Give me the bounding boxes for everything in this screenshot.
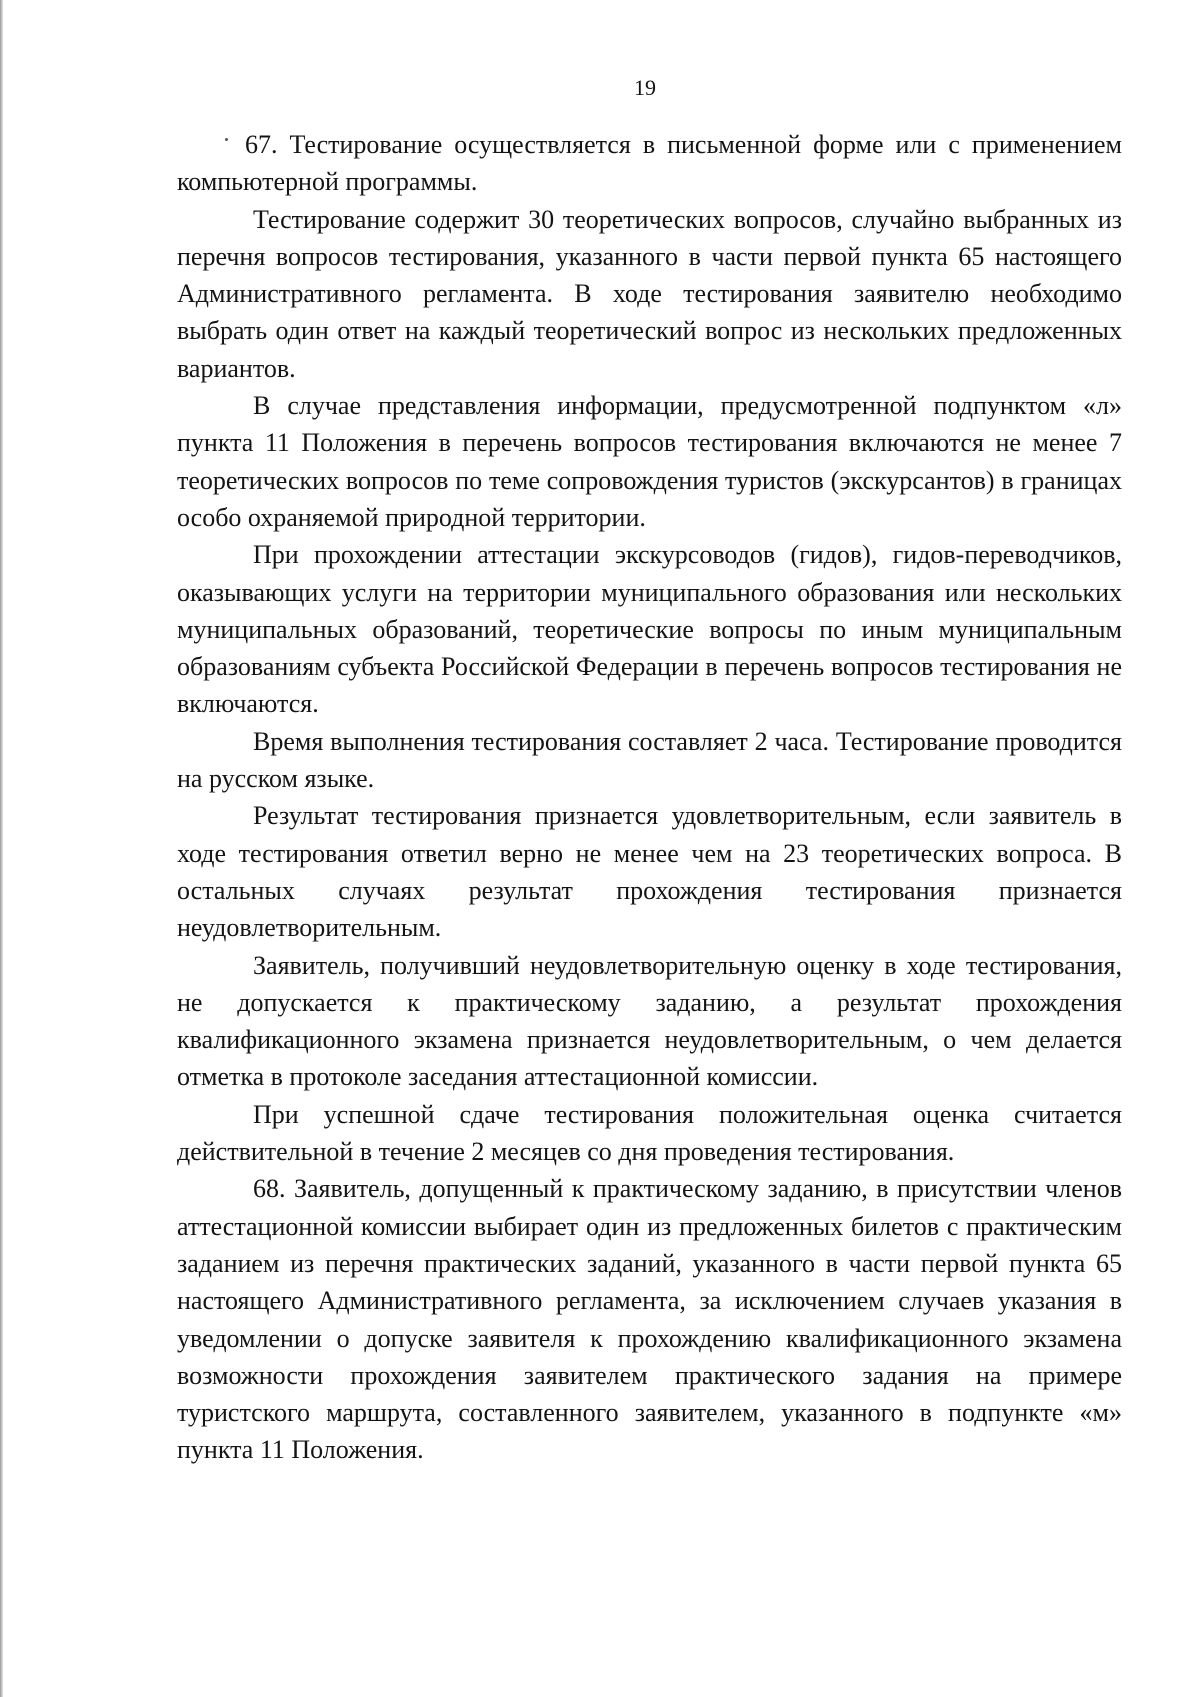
paragraph-protected-territory: В случае представления информации, предусмотренной подпунктом «л» пункта 11 Положения в перечень вопросов тестирования включаются не менее 7 теоретических вопросов по теме сопровождения туристов (экскурсантов) в границах особо охраняемой природной территории.	[177, 391, 1122, 532]
paragraph-test-content: Тестирование содержит 30 теоретических вопросов, случайно выбранных из перечня вопросов тестирования, указанного в части первой пункта 65 настоящего Административного регламента. В ходе тестирования заявителю необходимо выбрать один ответ на каждый теоретический вопрос из нескольких предложенных вариантов.	[177, 204, 1122, 383]
paragraph-test-duration: Время выполнения тестирования составляет 2 часа. Тестирование проводится на русском языке.	[177, 726, 1122, 794]
paragraph-unsatisfactory: Заявитель, получивший неудовлетворительную оценку в ходе тестирования, не допускается к практическому заданию, а результат прохождения квалификационного экзамена признается неудовлетворительным, о чем делается отметка в протоколе заседания аттестационной комиссии.	[177, 950, 1122, 1092]
paragraph-municipal-exclusion: При прохождении аттестации экскурсоводов (гидов), гидов-переводчиков, оказывающих услуги на территории муниципального образования или нескольких муниципальных образований, теоретические вопросы по иным муниципальным образованиям субъекта Российской Федерации в перечень вопросов тестирования не включаются.	[177, 540, 1122, 719]
scan-edge	[0, 0, 3, 1697]
document-body	[177, 126, 1122, 1469]
paragraph-validity: При успешной сдаче тестирования положительная оценка считается действительной в течение 2 месяцев со дня проведения тестирования.	[177, 1099, 1122, 1167]
paragraph-68: 68. Заявитель, допущенный к практическому заданию, в присутствии членов аттестационной комиссии выбирает один из предложенных билетов с практическим заданием из перечня практических заданий, указанного в части первой пункта 65 настоящего Административного регламента, за исключением случаев указания в уведомлении о допуске заявителя к прохождению квалификационного экзамена возможности прохождения заявителем практического задания на примере туристского маршрута, составленного заявителем, указанного в подпункте «м» пункта 11 Положения.	[177, 1174, 1122, 1465]
paragraph-test-result: Результат тестирования признается удовлетворительным, если заявитель в ходе тестирования ответил верно не менее чем на 23 теоретических вопроса. В остальных случаях результат прохождения тестирования признается неудовлетворительным.	[177, 801, 1122, 943]
paragraph-67: 67. Тестирование осуществляется в письменной форме или с применением компьютерной программы.	[177, 130, 1122, 197]
page-number: 19	[634, 75, 656, 100]
